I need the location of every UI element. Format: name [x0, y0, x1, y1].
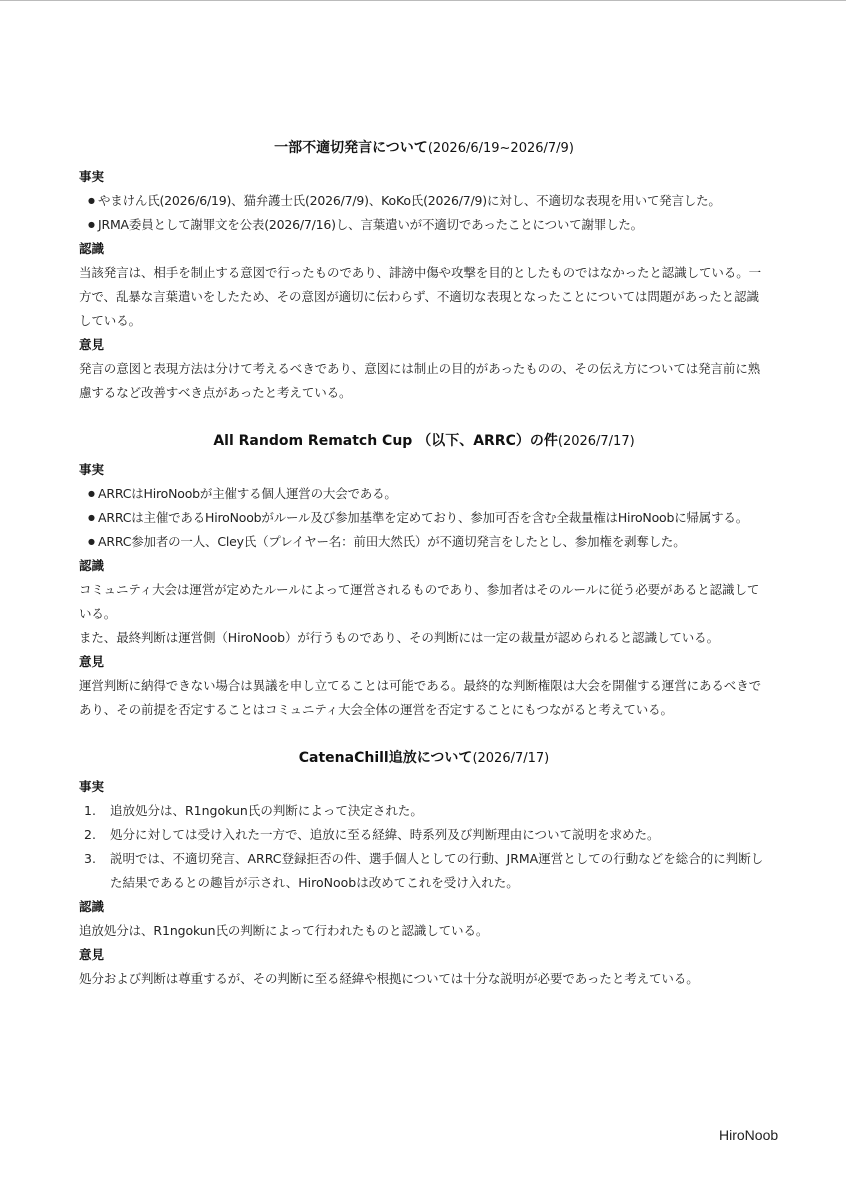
fact-item — [79, 847, 769, 895]
section-title-text: All Random Rematch Cup （以下、ARRC）の件 — [213, 433, 558, 449]
facts-heading: 事実 — [79, 169, 105, 184]
fact-item — [79, 823, 769, 847]
opinion-paragraph: 運営判断に納得できない場合は異議を申し立てることは可能である。最終的な判断権限は大会を開催する運営にあるべきであり、その前提を否定することはコミュニティ大会全体の運営を否定することにもつながると考えている。 — [79, 678, 762, 717]
opinion-heading: 意見 — [79, 337, 105, 352]
fact-item: ● ARRCはHiroNoobが主催する個人運営の大会である。 — [79, 482, 769, 506]
opinion-paragraph: 発言の意図と表現方法は分けて考えるべきであり、意図には制止の目的があったものの、その伝え方については発言前に熟慮するなど改善すべき点があったと考えている。 — [79, 361, 761, 400]
section-title — [79, 429, 769, 454]
section-title-text: 一部不適切発言について — [274, 140, 428, 156]
fact-number: 2. — [84, 827, 96, 842]
opinion-heading: 意見 — [79, 654, 105, 669]
facts-list — [79, 482, 769, 554]
fact-text: 説明では、不適切発言、ARRC登録拒否の件、選手個人としての行動、JRMA運営としての行動などを総合的に判断した結果であるとの趣旨が示され、HiroNoobは改めてこれを受け入れた。 — [110, 851, 764, 890]
recognition-paragraph: 追放処分は、R1ngokun氏の判断によって行われたものと認識している。 — [79, 923, 489, 938]
section-catenachill — [79, 746, 769, 991]
facts-list — [79, 189, 769, 237]
section-arrc — [79, 429, 769, 722]
fact-item: ● やまけん氏(2026/6/19)、猫弁護士氏(2026/7/9)、KoKo氏(2026/7/9)に対し、不適切な表現を用いて発言した。 — [79, 189, 769, 213]
recognition-heading: 認識 — [79, 899, 105, 914]
recognition-heading: 認識 — [79, 241, 105, 256]
fact-item — [79, 799, 769, 823]
section-date: (2026/7/17) — [557, 434, 635, 449]
fact-item: ● ARRCは主催であるHiroNoobがルール及び参加基準を定めており、参加可否を含む全裁量権はHiroNoobに帰属する。 — [79, 506, 769, 530]
recognition-paragraph: 当該発言は、相手を制止する意図で行ったものであり、誹謗中傷や攻撃を目的としたものではなかったと認識している。一方で、乱暴な言葉遣いをしたため、その意図が適切に伝わらず、不適切な表現となったことについては問題があったと認識している。 — [79, 265, 762, 328]
opinion-paragraph: 処分および判断は尊重するが、その判断に至る経緯や根拠については十分な説明が必要であったと考えている。 — [79, 971, 699, 986]
top-border-line — [0, 0, 846, 1]
fact-number: 3. — [84, 851, 96, 866]
section-title — [79, 746, 769, 771]
section-date: (2026/7/17) — [472, 751, 550, 766]
author-signature: HiroNoob — [719, 1127, 779, 1143]
facts-numbered-list — [79, 799, 769, 895]
recognition-paragraph: コミュニティ大会は運営が定めたルールによって運営されるものであり、参加者はそのルールに従う必要があると認識している。 — [79, 582, 760, 621]
recognition-paragraph: また、最終判断は運営側（HiroNoob）が行うものであり、その判断には一定の裁量が認められると認識している。 — [79, 630, 719, 645]
section-title — [79, 136, 769, 161]
facts-heading: 事実 — [79, 462, 105, 477]
section-title-text: CatenaChill追放について — [298, 750, 473, 766]
fact-item: ● JRMA委員として謝罪文を公表(2026/7/16)し、言葉遣いが不適切であったことについて謝罪した。 — [79, 213, 769, 237]
fact-number: 1. — [84, 803, 96, 818]
fact-text: 処分に対しては受け入れた一方で、追放に至る経緯、時系列及び判断理由について説明を求めた。 — [110, 827, 660, 842]
fact-item: ● ARRC参加者の一人、Cley氏（プレイヤー名：前田大然氏）が不適切発言をしたとし、参加権を剥奪した。 — [79, 530, 769, 554]
fact-text: 追放処分は、R1ngokun氏の判断によって決定された。 — [110, 803, 423, 818]
section-date: (2026/6/19~2026/7/9) — [427, 141, 574, 156]
document-body — [79, 136, 769, 991]
facts-heading: 事実 — [79, 779, 105, 794]
recognition-heading: 認識 — [79, 558, 105, 573]
opinion-heading: 意見 — [79, 947, 105, 962]
section-inappropriate-remarks — [79, 136, 769, 405]
